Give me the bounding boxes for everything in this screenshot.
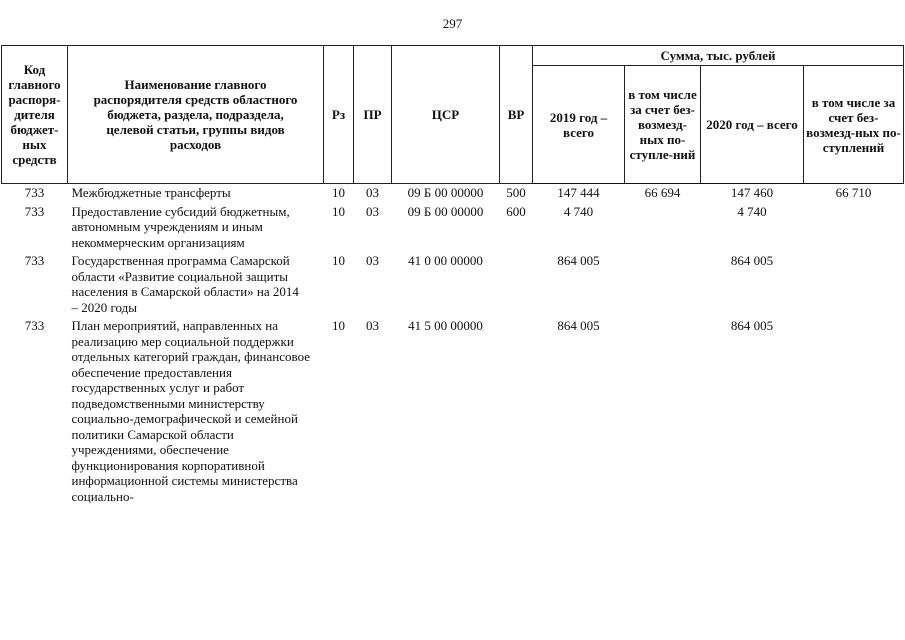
cell-2019-free [625, 318, 701, 507]
budget-table [1, 45, 904, 507]
cell-csr: 09 Б 00 00000 [407, 185, 484, 200]
cell-2020-free [804, 318, 904, 507]
cell-rz: 10 [332, 203, 345, 219]
cell-code: 733 [24, 185, 45, 200]
cell-code: 733 [24, 253, 45, 268]
cell-2019-free [625, 253, 701, 318]
table-row [2, 318, 904, 507]
cell-rz: 10 [332, 185, 345, 200]
cell-name: Предоставление субсидий бюджетным, автономным учреждениям и иным некоммерческим организациям [71, 203, 290, 250]
cell-2020-total: 147 460 [730, 185, 774, 200]
header-vr: ВР [500, 46, 533, 184]
table-header [2, 46, 904, 184]
cell-name: План мероприятий, направленных на реализацию мер социальной поддержки отдельных категорий граждан, финансовое обеспечение предоставления государственных услуг и работ подведомственными министерству социально-демографической и семейной политики Самарской области учреждениями, обеспечение функционирования корпоративной информационной системы министерства социально- [71, 318, 310, 504]
header-2019-total: 2019 год – всего [533, 66, 625, 184]
cell-2019-total: 864 005 [557, 318, 600, 333]
table-row [2, 253, 904, 318]
cell-2020-free [804, 204, 904, 254]
cell-csr: 41 5 00 00000 [408, 318, 483, 333]
cell-2019-total: 147 444 [557, 185, 600, 200]
table-row [2, 204, 904, 254]
cell-pr: 03 [366, 318, 379, 333]
cell-vr: 600 [506, 203, 526, 219]
cell-2019-total: 4 740 [563, 203, 594, 219]
header-2020-free: в том числе за счет без-возмезд-ных по-ступлений [804, 66, 904, 184]
cell-vr [500, 253, 533, 318]
cell-pr: 03 [366, 253, 379, 268]
cell-csr: 41 0 00 00000 [408, 253, 483, 268]
header-code: Код главного распоря-дителя бюджет-ных средств [2, 46, 68, 184]
cell-code: 733 [24, 203, 45, 219]
header-2019-free: в том числе за счет без-возмезд-ных по-ступле-ний [625, 66, 701, 184]
cell-2020-total: 4 740 [737, 203, 767, 219]
table-row [2, 184, 904, 204]
cell-2020-total: 864 005 [730, 253, 774, 268]
page-number: 297 [442, 16, 463, 31]
cell-2020-free [804, 253, 904, 318]
header-rz: Рз [324, 46, 354, 184]
cell-2020-total: 864 005 [730, 318, 774, 333]
cell-2019-total: 864 005 [557, 253, 600, 268]
cell-rz: 10 [332, 318, 345, 333]
cell-pr: 03 [366, 203, 379, 219]
cell-name: Межбюджетные трансферты [71, 185, 231, 200]
cell-rz: 10 [332, 253, 345, 268]
header-2020-total: 2020 год – всего [701, 66, 804, 184]
cell-vr: 500 [506, 185, 526, 200]
header-csr: ЦСР [392, 46, 500, 184]
cell-2020-free: 66 710 [835, 185, 872, 200]
cell-pr: 03 [366, 185, 379, 200]
header-pr: ПР [354, 46, 392, 184]
cell-2019-free [625, 204, 701, 254]
cell-2019-free: 66 694 [644, 185, 681, 200]
header-sum-group: Сумма, тыс. рублей [533, 46, 904, 66]
cell-name: Государственная программа Самарской области «Развитие социальной защиты населения в Самарской области» на 2014 – 2020 годы [71, 253, 299, 315]
cell-csr: 09 Б 00 00000 [407, 203, 484, 219]
cell-code: 733 [24, 318, 45, 333]
table-body [2, 184, 904, 508]
cell-vr [500, 318, 533, 507]
header-name: Наименование главного распорядителя средств областного бюджета, раздела, подраздела, целевой статьи, группы видов расходов [68, 46, 324, 184]
